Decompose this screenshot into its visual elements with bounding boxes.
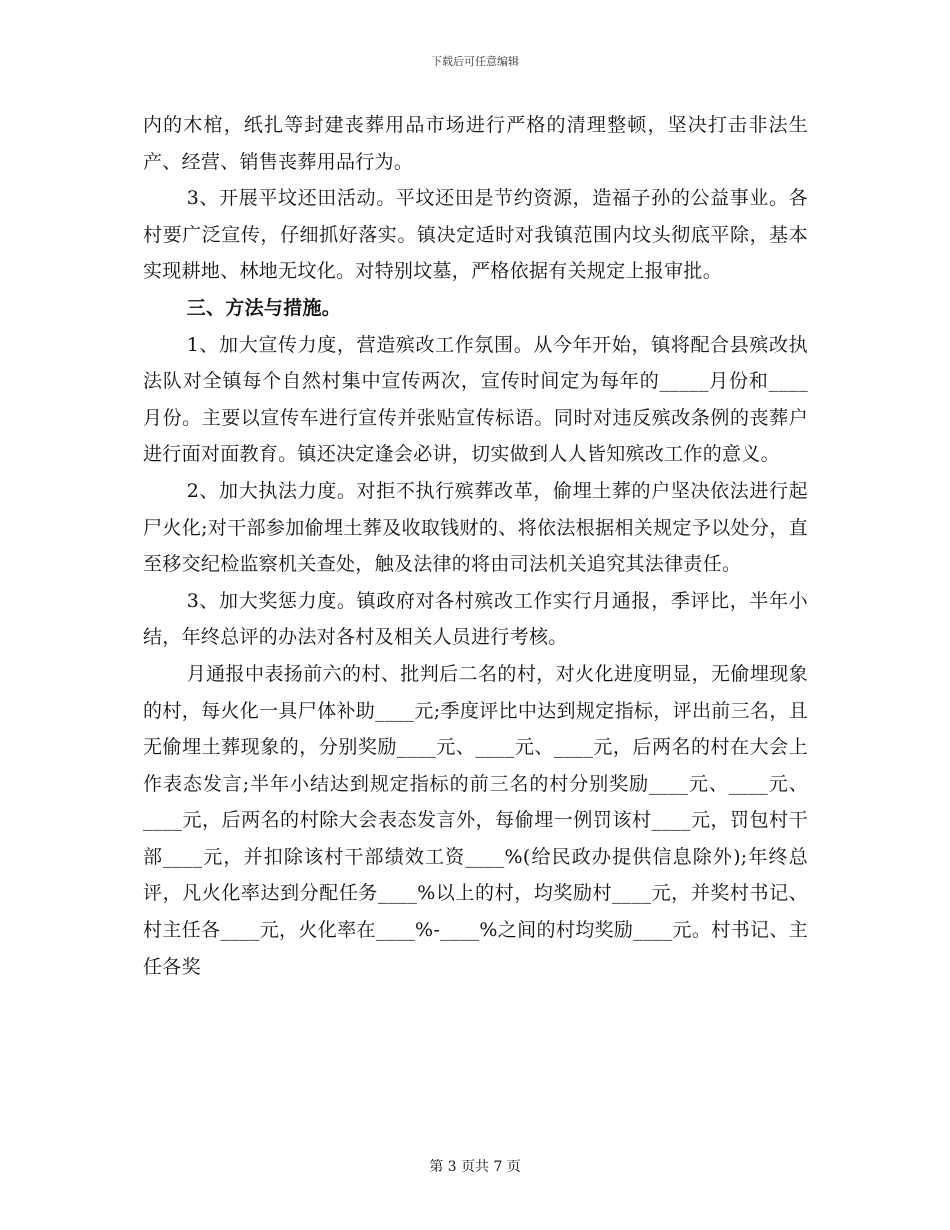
document-body	[143, 107, 808, 985]
section-heading-methods: 三、方法与措施。	[186, 296, 342, 319]
paragraph-item-3-rewards: 3、加大奖惩力度。镇政府对各村殡改工作实行月通报，季评比，半年小结，年终总评的办法对各村及相关人员进行考核。	[143, 589, 808, 649]
page-number-footer: 第 3 页共 7 页	[429, 1159, 521, 1175]
page-header-note: 下载后可任意编辑	[431, 55, 519, 68]
paragraph-item-3-flatten-graves: 3、开展平坟还田活动。平坟还田是节约资源，造福子孙的公益事业。各村要广泛宣传，仔细抓好落实。镇决定适时对我镇范围内坟头彻底平除，基本实现耕地、林地无坟化。对特别坟墓，严格依据有关规定上报审批。	[143, 187, 808, 283]
paragraph-item-2-enforcement: 2、加大执法力度。对拒不执行殡葬改革，偷埋土葬的户坚决依法进行起尸火化;对干部参加偷埋土葬及收取钱财的、将依法根据相关规定予以处分，直至移交纪检监察机关查处，触及法律的将由司法机关追究其法律责任。	[143, 479, 808, 576]
paragraph-item-1-publicity: 1、加大宣传力度，营造殡改工作氛围。从今年开始，镇将配合县殡改执法队对全镇每个自然村集中宣传两次，宣传时间定为每年的_____月份和____月份。主要以宣传车进行宣传并张贴宣传标语。同时对违反殡改条例的丧葬户进行面对面教育。镇还决定逢会必讲，切实做到人人皆知殡改工作的意义。	[143, 333, 808, 466]
paragraph-monthly-report: 月通报中表扬前六的村、批判后二名的村，对火化进度明显，无偷埋现象的村，每火化一具尸体补助____元;季度评比中达到规定指标，评出前三名，且无偷埋土葬现象的，分别奖励____元、____元、____元，后两名的村在大会上作表态发言;半年小结达到规定指标的前三名的村分别奖励____元、____元、____元，后两名的村除大会表态发言外，每偷埋一例罚该村____元，罚包村干部____元，并扣除该村干部绩效工资____%(给民政办提供信息除外);年终总评，凡火化率达到分配任务____%以上的村，均奖励村____元，并奖村书记、村主任各____元，火化率在____%-____%之间的村均奖励____元。村书记、主任各奖	[143, 662, 808, 978]
paragraph-continuation: 内的木棺，纸扎等封建丧葬用品市场进行严格的清理整顿，坚决打击非法生产、经营、销售丧葬用品行为。	[143, 114, 808, 173]
